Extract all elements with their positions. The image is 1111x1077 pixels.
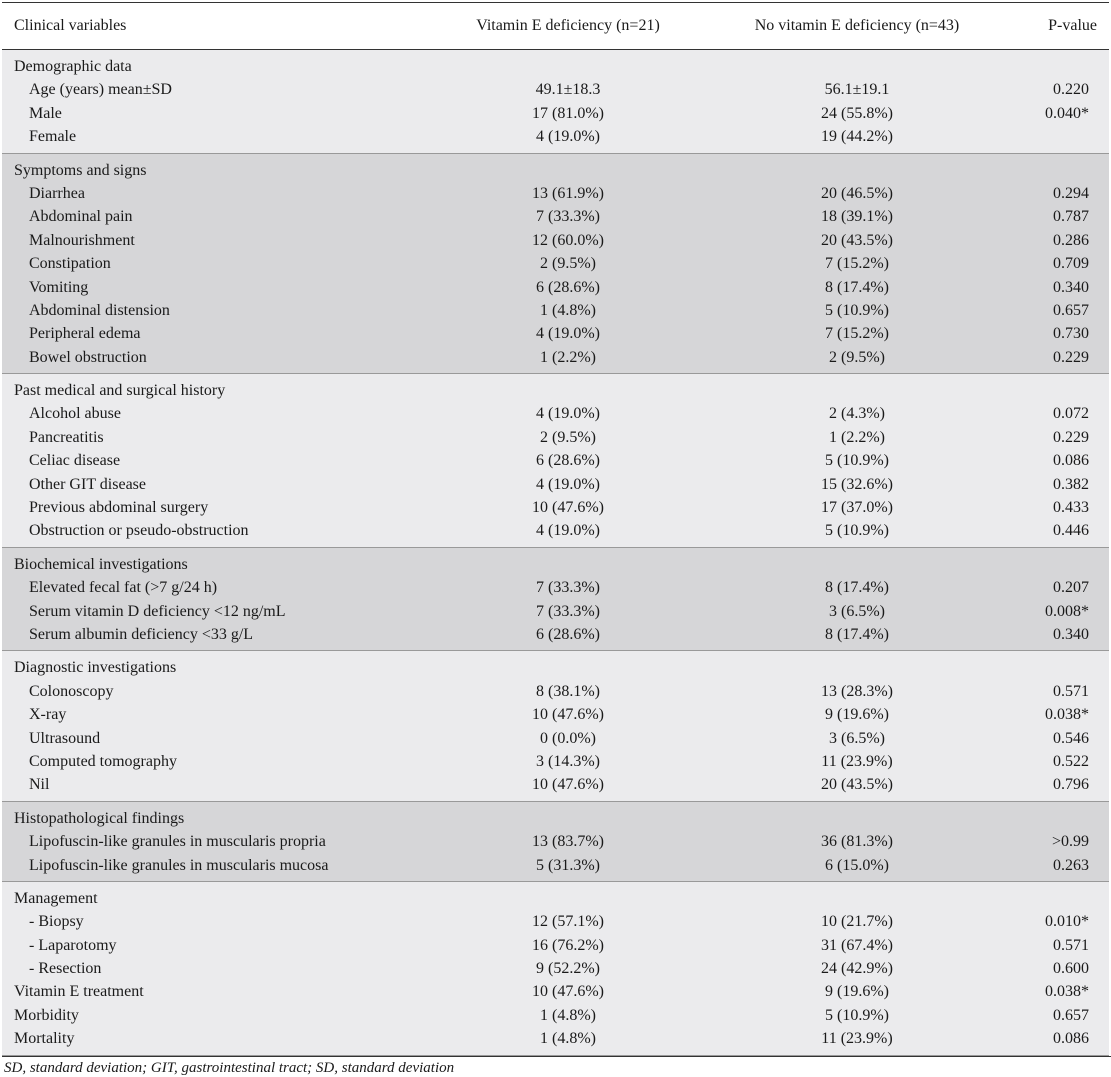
cell-variable: Nil — [29, 776, 50, 794]
table-row — [2, 449, 1109, 472]
table-row — [2, 854, 1109, 877]
clinical-variables-table — [2, 2, 1109, 1056]
section-title-row — [2, 55, 1109, 78]
cell-vitamin-e-deficiency: 9 (52.2%) — [536, 960, 600, 978]
cell-p-value: 0.072 — [1053, 405, 1089, 423]
cell-variable: X-ray — [29, 706, 67, 724]
cell-no-vitamin-e-deficiency: 18 (39.1%) — [821, 208, 893, 226]
section-title-row — [2, 553, 1109, 576]
cell-variable: Peripheral edema — [29, 325, 141, 343]
cell-variable: Ultrasound — [29, 729, 101, 747]
header-p-value: P-value — [1048, 17, 1097, 34]
cell-vitamin-e-deficiency: 6 (28.6%) — [536, 452, 600, 470]
cell-variable: Lipofuscin-like granules in muscularis mucosa — [29, 856, 329, 874]
cell-no-vitamin-e-deficiency: 8 (17.4%) — [825, 579, 889, 597]
cell-no-vitamin-e-deficiency: 13 (28.3%) — [821, 682, 893, 700]
cell-no-vitamin-e-deficiency: 10 (21.7%) — [821, 913, 893, 931]
cell-vitamin-e-deficiency: 10 (47.6%) — [532, 776, 604, 794]
table-row — [2, 182, 1109, 205]
cell-p-value: >0.99 — [1051, 833, 1089, 851]
cell-p-value: 0.787 — [1053, 208, 1089, 226]
cell-p-value: 0.546 — [1053, 729, 1089, 747]
cell-variable: Vomiting — [29, 278, 89, 296]
cell-vitamin-e-deficiency: 17 (81.0%) — [532, 104, 604, 122]
table-row — [2, 346, 1109, 369]
cell-vitamin-e-deficiency: 4 (19.0%) — [536, 475, 600, 493]
section-title-row — [2, 656, 1109, 679]
section-title: Biochemical investigations — [14, 555, 188, 573]
cell-no-vitamin-e-deficiency: 6 (15.0%) — [825, 856, 889, 874]
cell-no-vitamin-e-deficiency: 1 (2.2%) — [829, 428, 885, 446]
table-row — [2, 703, 1109, 726]
section-title: Past medical and surgical history — [14, 382, 226, 400]
table-row — [2, 623, 1109, 646]
cell-vitamin-e-deficiency: 10 (47.6%) — [532, 983, 604, 1001]
cell-p-value: 0.730 — [1053, 325, 1089, 343]
cell-variable: Male — [29, 104, 62, 122]
cell-no-vitamin-e-deficiency: 2 (9.5%) — [829, 348, 885, 366]
header-clinical-variables: Clinical variables — [14, 17, 127, 34]
cell-variable: Female — [29, 128, 77, 146]
table-row — [2, 773, 1109, 796]
cell-no-vitamin-e-deficiency: 7 (15.2%) — [825, 325, 889, 343]
cell-variable: Obstruction or pseudo-obstruction — [29, 522, 249, 540]
cell-no-vitamin-e-deficiency: 3 (6.5%) — [829, 729, 885, 747]
table-row — [2, 496, 1109, 519]
cell-vitamin-e-deficiency: 12 (57.1%) — [532, 913, 604, 931]
cell-p-value: 0.263 — [1053, 856, 1089, 874]
cell-p-value: 0.086 — [1053, 1030, 1089, 1048]
cell-vitamin-e-deficiency: 1 (2.2%) — [540, 348, 596, 366]
cell-p-value: 0.522 — [1053, 752, 1089, 770]
table-row — [2, 727, 1109, 750]
cell-variable: Abdominal distension — [29, 301, 170, 319]
cell-p-value: 0.086 — [1053, 452, 1089, 470]
cell-no-vitamin-e-deficiency: 24 (42.9%) — [821, 960, 893, 978]
cell-p-value: 0.382 — [1053, 475, 1089, 493]
cell-p-value: 0.294 — [1053, 184, 1089, 202]
cell-vitamin-e-deficiency: 4 (19.0%) — [536, 405, 600, 423]
table-row — [2, 830, 1109, 853]
cell-vitamin-e-deficiency: 12 (60.0%) — [532, 231, 604, 249]
cell-vitamin-e-deficiency: 16 (76.2%) — [532, 936, 604, 954]
cell-no-vitamin-e-deficiency: 31 (67.4%) — [821, 936, 893, 954]
cell-p-value: 0.008* — [1045, 602, 1089, 620]
cell-variable: Constipation — [29, 255, 111, 273]
table-section — [2, 154, 1109, 375]
cell-no-vitamin-e-deficiency: 2 (4.3%) — [829, 405, 885, 423]
table-row — [2, 426, 1109, 449]
cell-variable: - Laparotomy — [29, 936, 117, 954]
cell-p-value: 0.657 — [1053, 301, 1089, 319]
cell-no-vitamin-e-deficiency: 15 (32.6%) — [821, 475, 893, 493]
cell-no-vitamin-e-deficiency: 20 (43.5%) — [821, 776, 893, 794]
cell-no-vitamin-e-deficiency: 9 (19.6%) — [825, 983, 889, 1001]
table-row — [2, 600, 1109, 623]
cell-p-value: 0.709 — [1053, 255, 1089, 273]
table-section — [2, 802, 1109, 882]
cell-p-value: 0.340 — [1053, 625, 1089, 643]
cell-variable: Lipofuscin-like granules in muscularis propria — [29, 833, 326, 851]
cell-variable: Age (years) mean±SD — [29, 81, 172, 99]
cell-no-vitamin-e-deficiency: 36 (81.3%) — [821, 833, 893, 851]
cell-p-value: 0.433 — [1053, 499, 1089, 517]
cell-variable: Mortality — [14, 1030, 75, 1048]
section-title: Demographic data — [14, 58, 132, 75]
cell-p-value: 0.229 — [1053, 428, 1089, 446]
table-footnote: SD, standard deviation; GIT, gastrointestinal tract; SD, standard deviation — [2, 1056, 1111, 1077]
cell-variable: Computed tomography — [29, 752, 177, 770]
cell-p-value: 0.010* — [1045, 913, 1089, 931]
cell-vitamin-e-deficiency: 4 (19.0%) — [536, 325, 600, 343]
cell-p-value: 0.038* — [1045, 706, 1089, 724]
cell-variable: Diarrhea — [29, 184, 85, 202]
table-row — [2, 102, 1109, 125]
cell-no-vitamin-e-deficiency: 9 (19.6%) — [825, 706, 889, 724]
cell-no-vitamin-e-deficiency: 3 (6.5%) — [829, 602, 885, 620]
cell-p-value: 0.600 — [1053, 960, 1089, 978]
table-row — [2, 1027, 1109, 1050]
cell-variable: Malnourishment — [29, 231, 135, 249]
cell-no-vitamin-e-deficiency: 56.1±19.1 — [824, 81, 890, 99]
table-header — [2, 2, 1109, 50]
section-title: Histopathological findings — [14, 809, 185, 827]
cell-no-vitamin-e-deficiency: 8 (17.4%) — [825, 625, 889, 643]
table-row — [2, 934, 1109, 957]
cell-vitamin-e-deficiency: 1 (4.8%) — [540, 1006, 596, 1024]
section-title-row — [2, 807, 1109, 830]
cell-p-value: 0.796 — [1053, 776, 1089, 794]
cell-vitamin-e-deficiency: 13 (61.9%) — [532, 184, 604, 202]
section-title-row — [2, 159, 1109, 182]
cell-vitamin-e-deficiency: 5 (31.3%) — [536, 856, 600, 874]
cell-vitamin-e-deficiency: 6 (28.6%) — [536, 278, 600, 296]
cell-p-value: 0.040* — [1045, 104, 1089, 122]
cell-no-vitamin-e-deficiency: 17 (37.0%) — [821, 499, 893, 517]
table-row — [2, 276, 1109, 299]
cell-p-value: 0.340 — [1053, 278, 1089, 296]
cell-no-vitamin-e-deficiency: 8 (17.4%) — [825, 278, 889, 296]
cell-no-vitamin-e-deficiency: 7 (15.2%) — [825, 255, 889, 273]
cell-p-value: 0.229 — [1053, 348, 1089, 366]
cell-vitamin-e-deficiency: 1 (4.8%) — [540, 1030, 596, 1048]
cell-vitamin-e-deficiency: 10 (47.6%) — [532, 706, 604, 724]
section-title: Diagnostic investigations — [14, 659, 177, 677]
table-row — [2, 402, 1109, 425]
header-no-vitamin-e-deficiency: No vitamin E deficiency (n=43) — [754, 17, 960, 34]
cell-vitamin-e-deficiency: 0 (0.0%) — [540, 729, 596, 747]
table-body — [2, 50, 1109, 1056]
table-row — [2, 229, 1109, 252]
cell-vitamin-e-deficiency: 7 (33.3%) — [536, 579, 600, 597]
section-title-row — [2, 379, 1109, 402]
table-section — [2, 882, 1109, 1056]
section-title: Symptoms and signs — [14, 161, 147, 179]
cell-p-value: 0.220 — [1053, 81, 1089, 99]
table-row — [2, 750, 1109, 773]
cell-vitamin-e-deficiency: 6 (28.6%) — [536, 625, 600, 643]
cell-no-vitamin-e-deficiency: 24 (55.8%) — [821, 104, 893, 122]
cell-vitamin-e-deficiency: 2 (9.5%) — [540, 255, 596, 273]
cell-p-value: 0.286 — [1053, 231, 1089, 249]
cell-no-vitamin-e-deficiency: 5 (10.9%) — [825, 522, 889, 540]
cell-p-value: 0.657 — [1053, 1006, 1089, 1024]
table-row — [2, 576, 1109, 599]
cell-p-value: 0.571 — [1053, 682, 1089, 700]
cell-vitamin-e-deficiency: 4 (19.0%) — [536, 128, 600, 146]
cell-vitamin-e-deficiency: 4 (19.0%) — [536, 522, 600, 540]
cell-no-vitamin-e-deficiency: 11 (23.9%) — [821, 1030, 893, 1048]
table-section — [2, 651, 1109, 801]
cell-variable: Elevated fecal fat (>7 g/24 h) — [29, 579, 218, 597]
cell-variable: Celiac disease — [29, 452, 121, 470]
cell-vitamin-e-deficiency: 8 (38.1%) — [536, 682, 600, 700]
cell-vitamin-e-deficiency: 10 (47.6%) — [532, 499, 604, 517]
cell-variable: Vitamin E treatment — [14, 983, 144, 1001]
section-title: Management — [14, 889, 98, 907]
cell-vitamin-e-deficiency: 1 (4.8%) — [540, 301, 596, 319]
table-row — [2, 957, 1109, 980]
cell-no-vitamin-e-deficiency: 20 (43.5%) — [821, 231, 893, 249]
cell-variable: Serum albumin deficiency <33 g/L — [29, 625, 254, 643]
cell-no-vitamin-e-deficiency: 5 (10.9%) — [825, 301, 889, 319]
section-title-row — [2, 887, 1109, 910]
cell-p-value: 0.038* — [1045, 983, 1089, 1001]
cell-variable: - Resection — [29, 960, 102, 978]
header-vitamin-e-deficiency: Vitamin E deficiency (n=21) — [476, 17, 660, 34]
table-row — [2, 125, 1109, 148]
table-row — [2, 680, 1109, 703]
table-row — [2, 205, 1109, 228]
cell-variable: - Biopsy — [29, 913, 84, 931]
cell-variable: Previous abdominal surgery — [29, 499, 209, 517]
cell-variable: Other GIT disease — [29, 475, 146, 493]
table-row — [2, 519, 1109, 542]
table-row — [2, 322, 1109, 345]
table-section — [2, 548, 1109, 652]
table-row — [2, 1004, 1109, 1027]
table-section — [2, 374, 1109, 548]
table-row — [2, 299, 1109, 322]
table-section — [2, 50, 1109, 154]
cell-vitamin-e-deficiency: 7 (33.3%) — [536, 208, 600, 226]
cell-variable: Serum vitamin D deficiency <12 ng/mL — [29, 602, 286, 620]
table-row — [2, 910, 1109, 933]
cell-no-vitamin-e-deficiency: 11 (23.9%) — [821, 752, 893, 770]
cell-no-vitamin-e-deficiency: 19 (44.2%) — [821, 128, 893, 146]
cell-p-value: 0.571 — [1053, 936, 1089, 954]
table-row — [2, 252, 1109, 275]
table-row — [2, 980, 1109, 1003]
cell-variable: Bowel obstruction — [29, 348, 147, 366]
cell-p-value: 0.446 — [1053, 522, 1089, 540]
cell-no-vitamin-e-deficiency: 20 (46.5%) — [821, 184, 893, 202]
table-row — [2, 78, 1109, 101]
cell-vitamin-e-deficiency: 49.1±18.3 — [535, 81, 601, 99]
cell-no-vitamin-e-deficiency: 5 (10.9%) — [825, 1006, 889, 1024]
cell-p-value: 0.207 — [1053, 579, 1089, 597]
cell-variable: Abdominal pain — [29, 208, 133, 226]
table-row — [2, 473, 1109, 496]
cell-no-vitamin-e-deficiency: 5 (10.9%) — [825, 452, 889, 470]
cell-variable: Pancreatitis — [29, 428, 104, 446]
cell-vitamin-e-deficiency: 2 (9.5%) — [540, 428, 596, 446]
cell-vitamin-e-deficiency: 13 (83.7%) — [532, 833, 604, 851]
cell-variable: Colonoscopy — [29, 682, 114, 700]
cell-variable: Morbidity — [14, 1006, 79, 1024]
cell-vitamin-e-deficiency: 3 (14.3%) — [536, 752, 600, 770]
cell-vitamin-e-deficiency: 7 (33.3%) — [536, 602, 600, 620]
cell-variable: Alcohol abuse — [29, 405, 121, 423]
